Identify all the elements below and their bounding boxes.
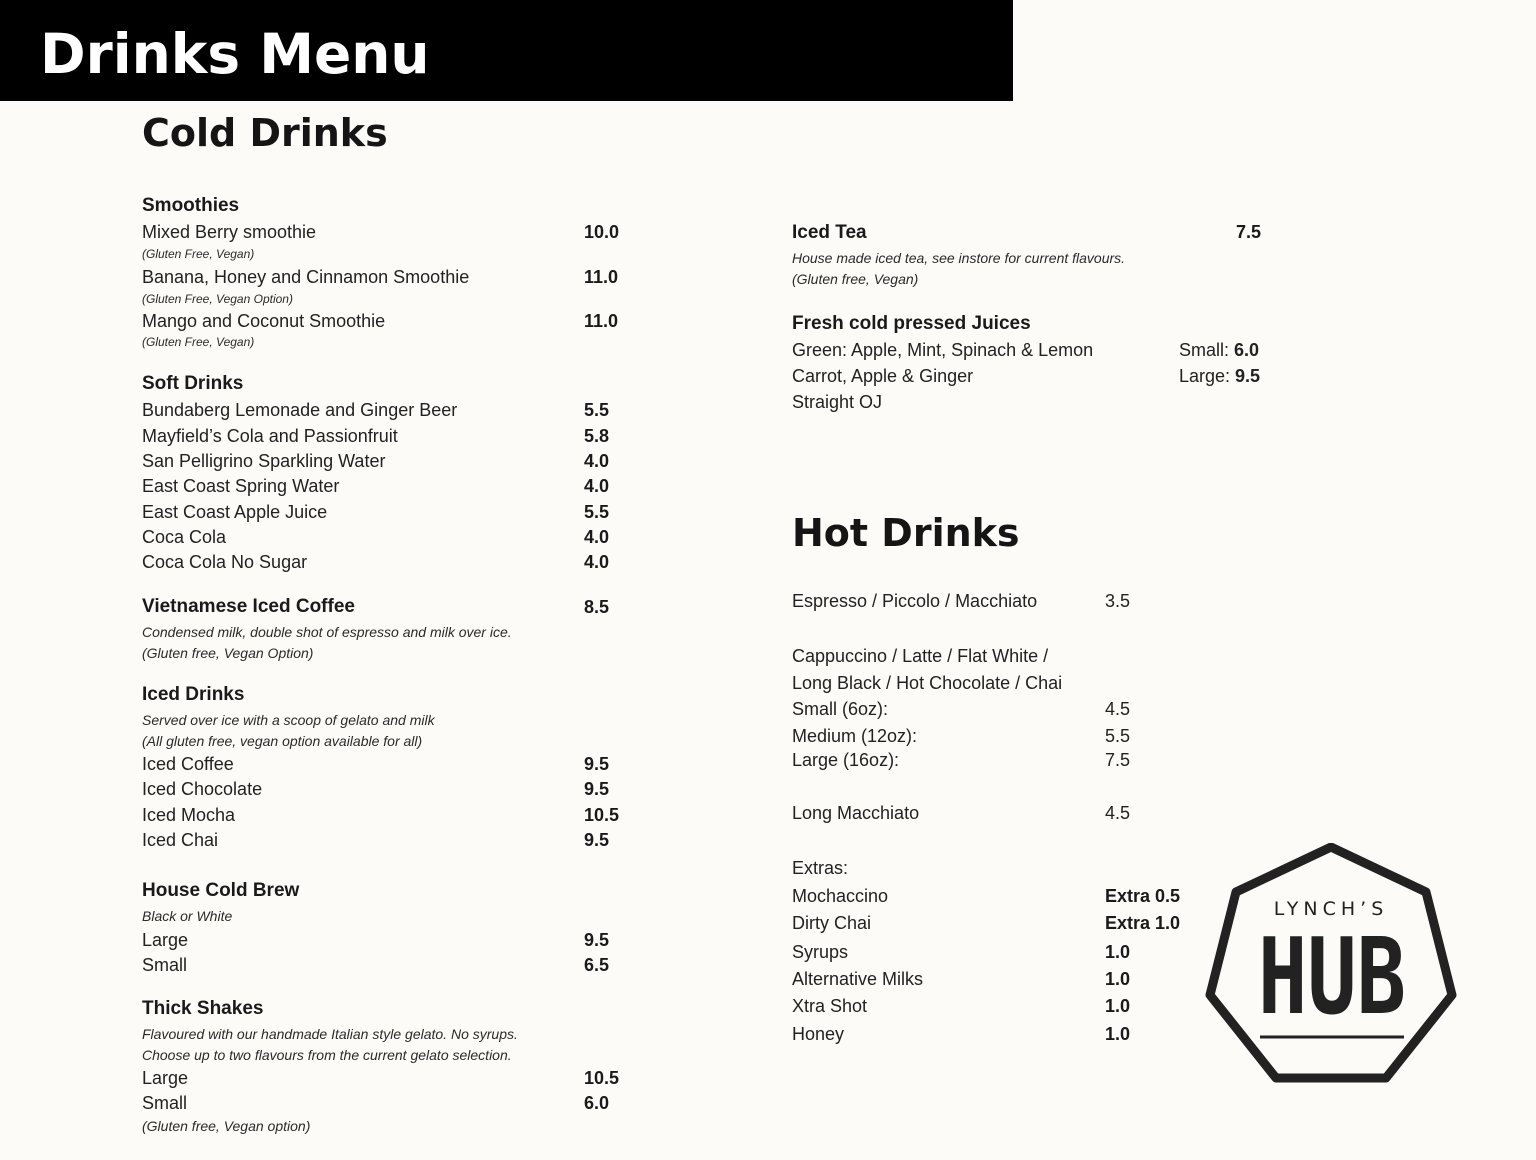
- menu-item-name: Large: [142, 930, 189, 950]
- menu-item-price: 9.5: [584, 779, 610, 799]
- menu-item-price: 10.0: [584, 222, 620, 242]
- menu-item-price: 4.0: [584, 527, 610, 547]
- menu-item-price: 3.5: [1105, 591, 1131, 611]
- menu-item-name: Small (6oz):: [792, 699, 889, 719]
- menu-item-name: Iced Coffee: [142, 754, 234, 774]
- menu-item-price: 4.0: [584, 552, 610, 572]
- menu-item-price: 1.0: [1105, 1024, 1131, 1044]
- menu-item-description: Black or White: [142, 908, 233, 924]
- soft-drinks-title: Soft Drinks: [142, 373, 244, 394]
- menu-item-name: Honey: [792, 1024, 845, 1044]
- menu-item-name: Mayfield’s Cola and Passionfruit: [142, 426, 398, 446]
- lynchs-hub-logo: [1205, 843, 1457, 1095]
- menu-item-name: Xtra Shot: [792, 996, 868, 1016]
- menu-item-note: (Gluten free, Vegan Option): [142, 645, 314, 661]
- menu-item-name: Iced Mocha: [142, 805, 236, 825]
- menu-item-name: Small: [142, 955, 188, 975]
- cold-drinks-heading: Cold Drinks: [142, 111, 388, 155]
- menu-item-name: Small: [142, 1093, 188, 1113]
- menu-item-price: 11.0: [584, 267, 619, 287]
- juices-title: Fresh cold pressed Juices: [792, 313, 1031, 334]
- logo-top-text: LYNCH’S: [1273, 898, 1389, 920]
- menu-item-price: 10.5: [584, 805, 620, 825]
- menu-item-description: Flavoured with our handmade Italian style gelato. No syrups.: [142, 1026, 518, 1042]
- menu-item-price: 6.5: [584, 955, 610, 975]
- juice-size-small: [1179, 340, 1259, 361]
- size-label: Small:: [1179, 340, 1235, 360]
- menu-item-price: 10.5: [584, 1068, 620, 1088]
- menu-item-price: Extra 0.5: [1105, 886, 1181, 906]
- juice-size-large: [1179, 366, 1260, 387]
- page-title: Drinks Menu: [40, 22, 430, 86]
- menu-item-price: 1.0: [1105, 969, 1131, 989]
- size-price: 9.5: [1235, 366, 1261, 386]
- menu-item-name: Coca Cola No Sugar: [142, 552, 308, 572]
- menu-item-name: Large: [142, 1068, 189, 1088]
- menu-item-name: Long Macchiato: [792, 803, 920, 823]
- menu-item-description: Served over ice with a scoop of gelato and milk: [142, 712, 435, 728]
- menu-item-name: Large (16oz):: [792, 750, 900, 770]
- menu-item-description: Choose up to two flavours from the current gelato selection.: [142, 1047, 512, 1063]
- menu-item-price: 9.5: [584, 930, 610, 950]
- menu-item-price: 4.5: [1105, 803, 1131, 823]
- extras-title: Extras:: [792, 858, 849, 878]
- menu-item-price: 11.0: [584, 311, 619, 331]
- menu-item-name: Long Black / Hot Chocolate / Chai: [792, 673, 1063, 693]
- menu-item-price: 4.0: [584, 476, 610, 496]
- smoothies-title: Smoothies: [142, 195, 240, 216]
- menu-item-note: (Gluten Free, Vegan): [142, 247, 255, 261]
- menu-item-price: 9.5: [584, 830, 610, 850]
- menu-item-name: Banana, Honey and Cinnamon Smoothie: [142, 267, 470, 287]
- menu-item-name: Straight OJ: [792, 392, 883, 412]
- menu-item-price: 6.0: [584, 1093, 610, 1113]
- menu-item-name: East Coast Apple Juice: [142, 502, 328, 522]
- menu-item-price: 9.5: [584, 754, 610, 774]
- menu-item-note: (Gluten Free, Vegan): [142, 335, 255, 349]
- menu-item-name: San Pelligrino Sparkling Water: [142, 451, 386, 471]
- menu-item-price: 5.5: [584, 502, 610, 522]
- menu-item-description: Condensed milk, double shot of espresso and milk over ice.: [142, 624, 512, 640]
- menu-item-name: East Coast Spring Water: [142, 476, 340, 496]
- menu-item-description: House made iced tea, see instore for current flavours.: [792, 250, 1126, 266]
- menu-item-note: (All gluten free, vegan option available for all): [142, 733, 423, 749]
- logo-main-text: HUB: [1257, 917, 1407, 1039]
- iced-drinks-title: Iced Drinks: [142, 684, 245, 705]
- thick-shakes-title: Thick Shakes: [142, 998, 264, 1019]
- menu-item-name: Alternative Milks: [792, 969, 924, 989]
- menu-item-name: Iced Chocolate: [142, 779, 263, 799]
- menu-item-price: 1.0: [1105, 942, 1131, 962]
- menu-item-name: Syrups: [792, 942, 849, 962]
- menu-item-name: Mango and Coconut Smoothie: [142, 311, 386, 331]
- hot-drinks-heading: Hot Drinks: [792, 511, 1020, 555]
- menu-item-name: Carrot, Apple & Ginger: [792, 366, 974, 386]
- menu-item-name: Cappuccino / Latte / Flat White /: [792, 646, 1049, 666]
- menu-item-price: Extra 1.0: [1105, 913, 1181, 933]
- menu-item-name: Iced Chai: [142, 830, 219, 850]
- menu-item-price: 5.5: [1105, 726, 1131, 746]
- title-bar: [0, 0, 1013, 101]
- menu-item-price: 4.0: [584, 451, 610, 471]
- menu-item-name: Mixed Berry smoothie: [142, 222, 317, 242]
- menu-item-price: 8.5: [584, 597, 610, 617]
- menu-item-price: 5.8: [584, 426, 610, 446]
- menu-item-name: Mochaccino: [792, 886, 889, 906]
- menu-item-price: 7.5: [1236, 222, 1262, 242]
- menu-item-price: 1.0: [1105, 996, 1131, 1016]
- menu-item-price: 4.5: [1105, 699, 1131, 719]
- iced-tea-title: Iced Tea: [792, 222, 867, 243]
- menu-item-note: (Gluten Free, Vegan Option): [142, 292, 293, 306]
- house-cold-brew-title: House Cold Brew: [142, 880, 300, 901]
- menu-item-name: Green: Apple, Mint, Spinach & Lemon: [792, 340, 1094, 360]
- vietnamese-iced-coffee-title: Vietnamese Iced Coffee: [142, 596, 355, 617]
- menu-item-note: (Gluten free, Vegan option): [142, 1118, 311, 1134]
- menu-item-price: 5.5: [584, 400, 610, 420]
- size-label: Large:: [1179, 366, 1236, 386]
- menu-item-name: Bundaberg Lemonade and Ginger Beer: [142, 400, 458, 420]
- menu-item-name: Espresso / Piccolo / Macchiato: [792, 591, 1038, 611]
- menu-item-name: Medium (12oz):: [792, 726, 918, 746]
- menu-item-name: Coca Cola: [142, 527, 227, 547]
- size-price: 6.0: [1234, 340, 1260, 360]
- menu-item-price: 7.5: [1105, 750, 1131, 770]
- menu-item-name: Dirty Chai: [792, 913, 872, 933]
- menu-item-note: (Gluten free, Vegan): [792, 271, 919, 287]
